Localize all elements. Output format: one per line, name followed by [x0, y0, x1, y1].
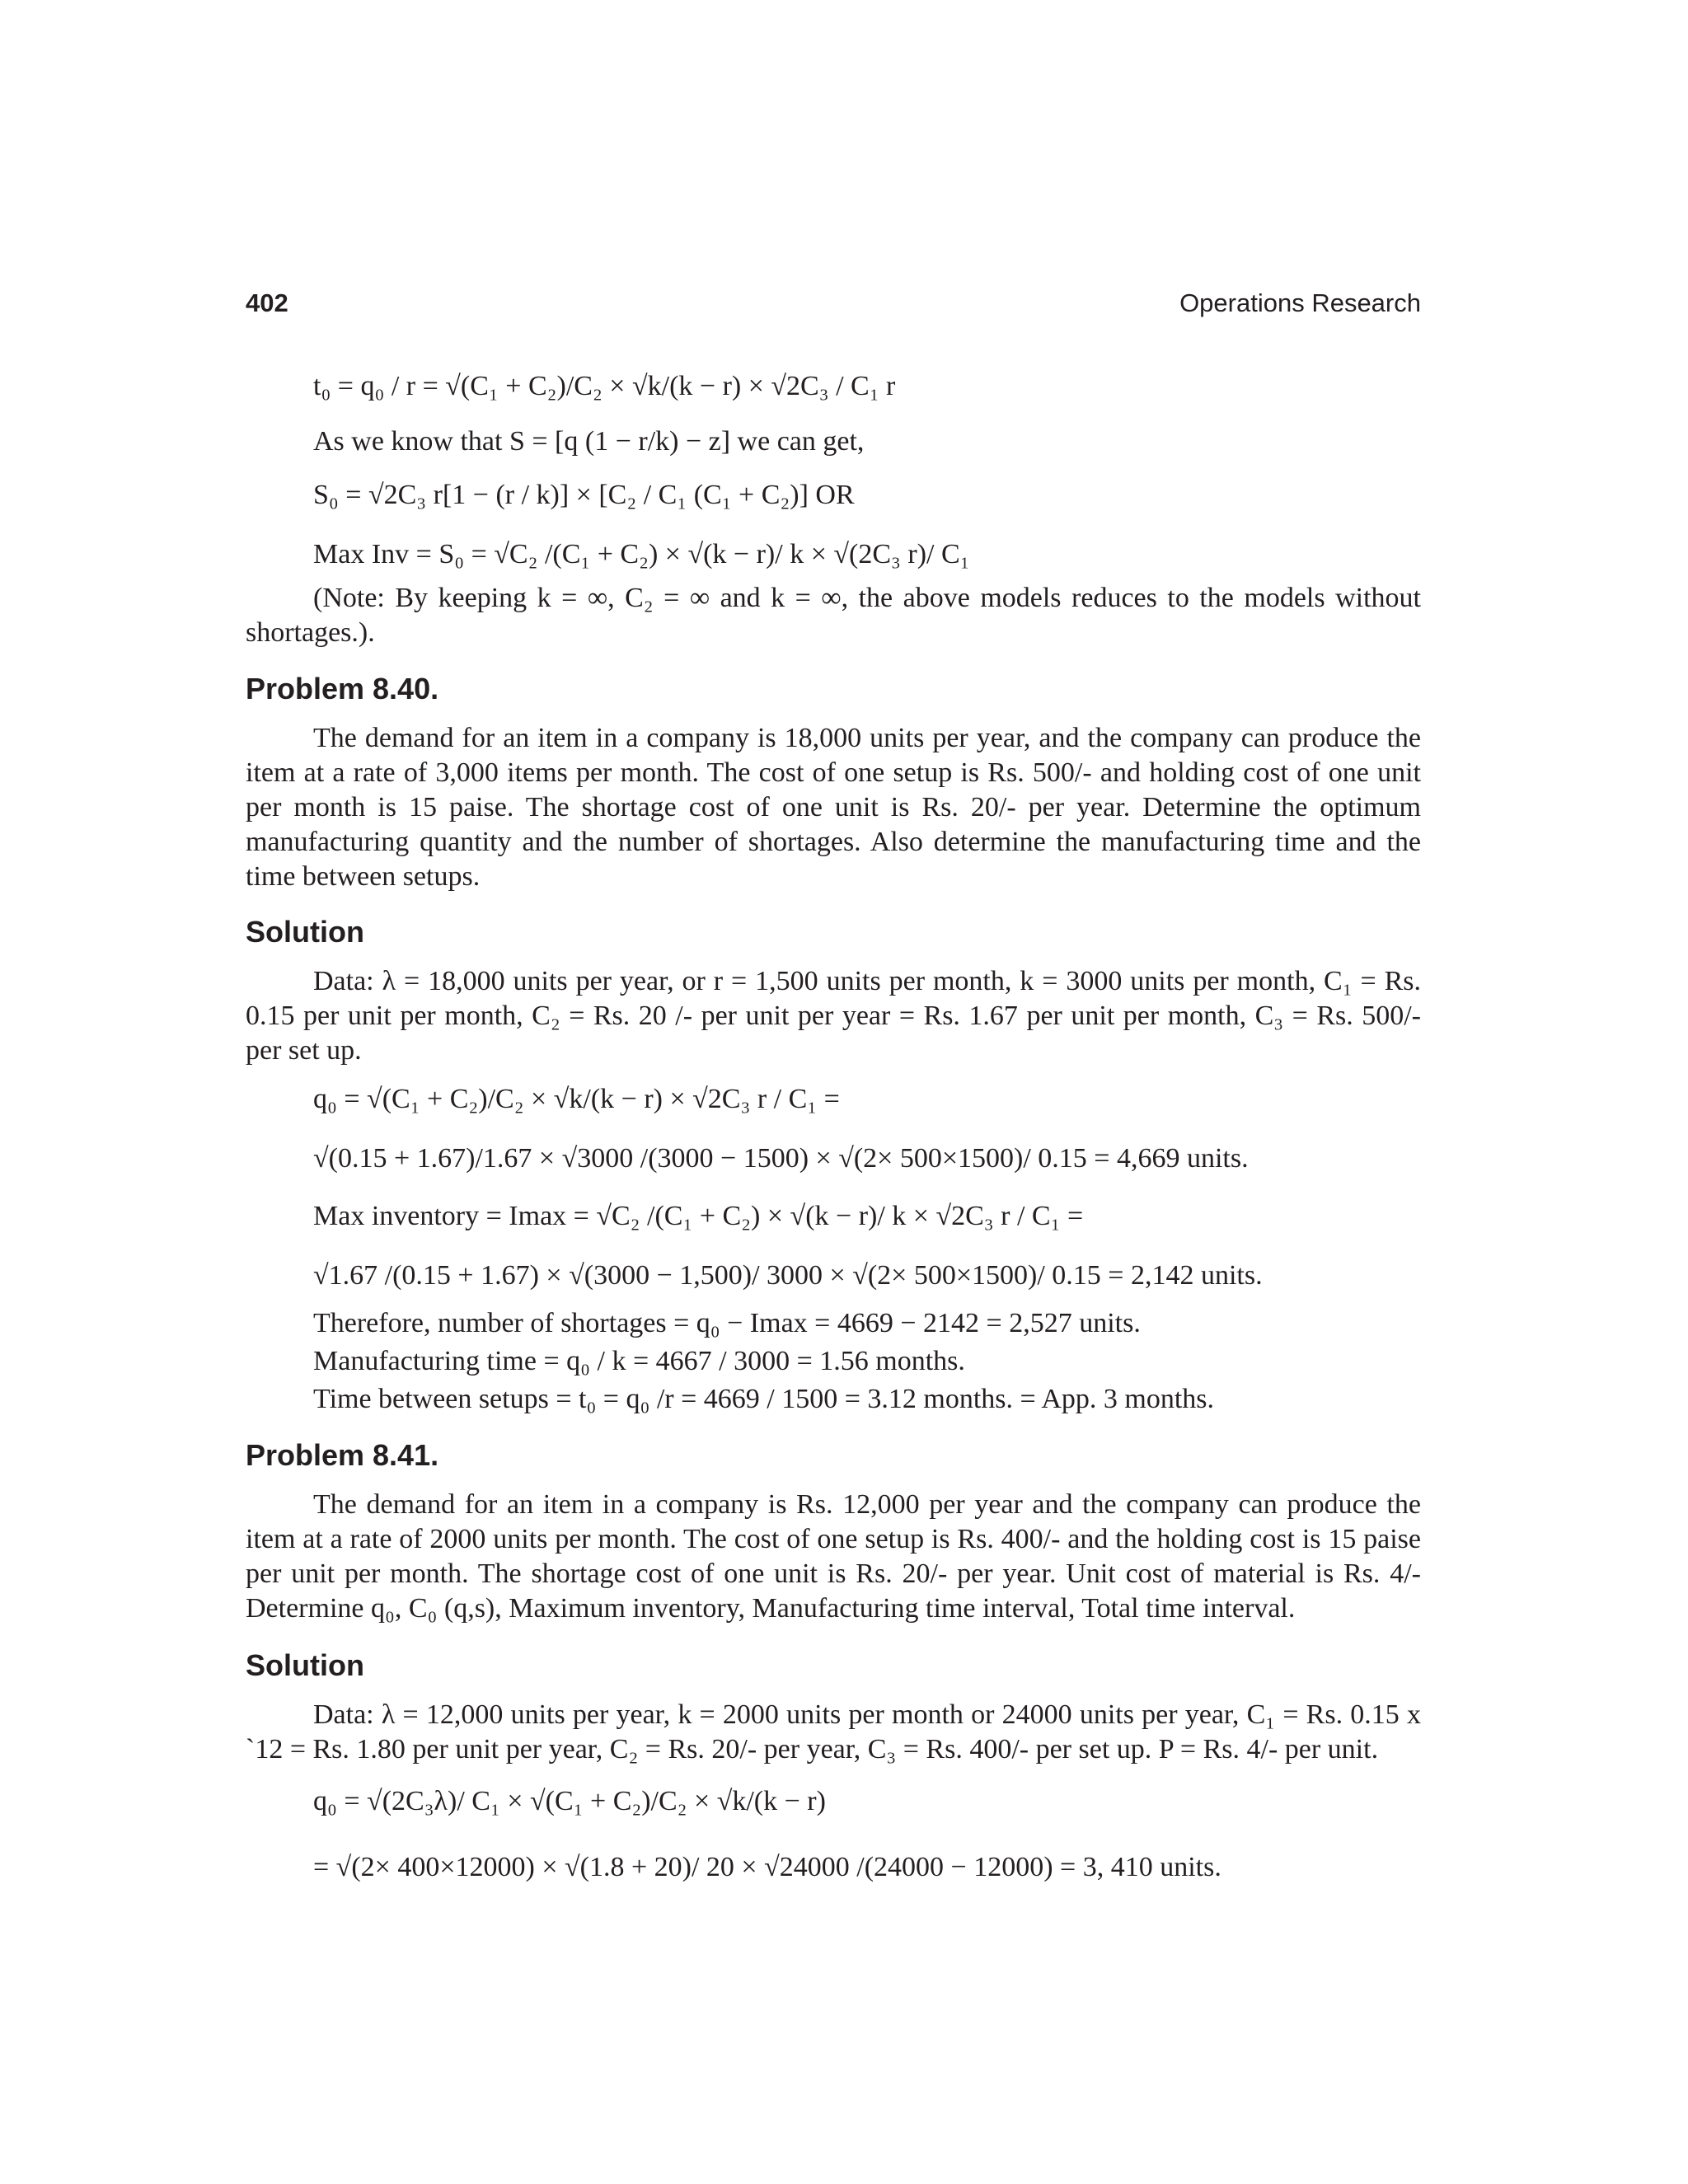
result-time-between-setups: Time between setups = t₀ = q₀ /r = 4669 / 1500 = 3.12 months. = App. 3 months. [313, 1384, 1214, 1414]
equation-max-inventory: Max inventory = Imax = √C₂ /(C₁ + C₂) × √(k − r)/ k × √2C₃ r / C₁ = [313, 1201, 1084, 1231]
equation-max-inventory-values: √1.67 /(0.15 + 1.67) × √(3000 − 1,500)/ 3000 × √(2× 500×1500)/ 0.15 = 2,142 units. [313, 1260, 1263, 1291]
result-shortages: Therefore, number of shortages = q₀ − Imax = 4669 − 2142 = 2,527 units. [313, 1308, 1141, 1338]
solution-heading-1: Solution [246, 915, 364, 949]
formula-s0: S₀ = √2C₃ r[1 − (r / k)] × [C₂ / C₁ (C₁ + C₂)] OR [313, 480, 855, 510]
problem-8-41-heading: Problem 8.41. [246, 1438, 439, 1472]
page-number: 402 [246, 288, 288, 317]
running-title: Operations Research [1179, 288, 1421, 317]
equation-q0-2-values: = √(2× 400×12000) × √(1.8 + 20)/ 20 × √24000 /(24000 − 12000) = 3, 410 units. [313, 1852, 1221, 1882]
equation-q0-2: q₀ = √(2C₃λ)/ C₁ × √(C₁ + C₂)/C₂ × √k/(k − r) [313, 1786, 826, 1816]
equation-q0-values: √(0.15 + 1.67)/1.67 × √3000 /(3000 − 1500) × √(2× 500×1500)/ 0.15 = 4,669 units. [313, 1143, 1249, 1174]
formula-t0: t₀ = q₀ / r = √(C₁ + C₂)/C₂ × √k/(k − r) × √2C₃ / C₁ r [313, 371, 896, 401]
solution-data-1: Data: λ = 18,000 units per year, or r = 1,500 units per month, k = 3000 units per month, C₁ = Rs. 0.15 per unit per month, C₂ = Rs. 20 /- per unit per year = Rs. 1.67 per unit per month, C₃ = Rs. 500/- per set up. [246, 966, 1421, 1066]
problem-8-40-heading: Problem 8.40. [246, 672, 439, 705]
note-paragraph: (Note: By keeping k = ∞, C₂ = ∞ and k = ∞, the above models reduces to the models without shortages.). [246, 583, 1421, 648]
problem-8-41-text: The demand for an item in a company is Rs. 12,000 per year and the company can produce the item at a rate of 2000 units per month. The cost of one setup is Rs. 400/- and the holding cost is 15 paise per unit per month. The shortage cost of one unit is Rs. 20/- per year. Unit cost of material is Rs. 4/- Determine q₀, C₀ (q,s), Maximum inventory, Manufacturing time interval, Total time interval. [246, 1489, 1421, 1624]
solution-data-2: Data: λ = 12,000 units per year, k = 2000 units per month or 24000 units per year, C₁ = Rs. 0.15 x `12 = Rs. 1.80 per unit per year, C₂ = Rs. 20/- per year, C₃ = Rs. 400/- per set up. P = Rs. 4/- per unit. [246, 1699, 1421, 1765]
text-as-we-know: As we know that S = [q (1 − r/k) − z] we can get, [313, 426, 865, 457]
equation-q0: q₀ = √(C₁ + C₂)/C₂ × √k/(k − r) × √2C₃ r / C₁ = [313, 1084, 840, 1114]
formula-max-inv: Max Inv = S₀ = √C₂ /(C₁ + C₂) × √(k − r)/ k × √(2C₃ r)/ C₁ [313, 539, 970, 569]
result-manufacturing-time: Manufacturing time = q₀ / k = 4667 / 3000 = 1.56 months. [313, 1346, 965, 1376]
solution-heading-2: Solution [246, 1648, 364, 1682]
problem-8-40-text: The demand for an item in a company is 18,000 units per year, and the company can produce the item at a rate of 3,000 items per month. The cost of one setup is Rs. 500/- and holding cost of one unit per month is 15 paise. The shortage cost of one unit is Rs. 20/- per year. Determine the optimum manufacturing quantity and the number of shortages. Also determine the manufacturing time and the time between setups. [246, 723, 1421, 892]
